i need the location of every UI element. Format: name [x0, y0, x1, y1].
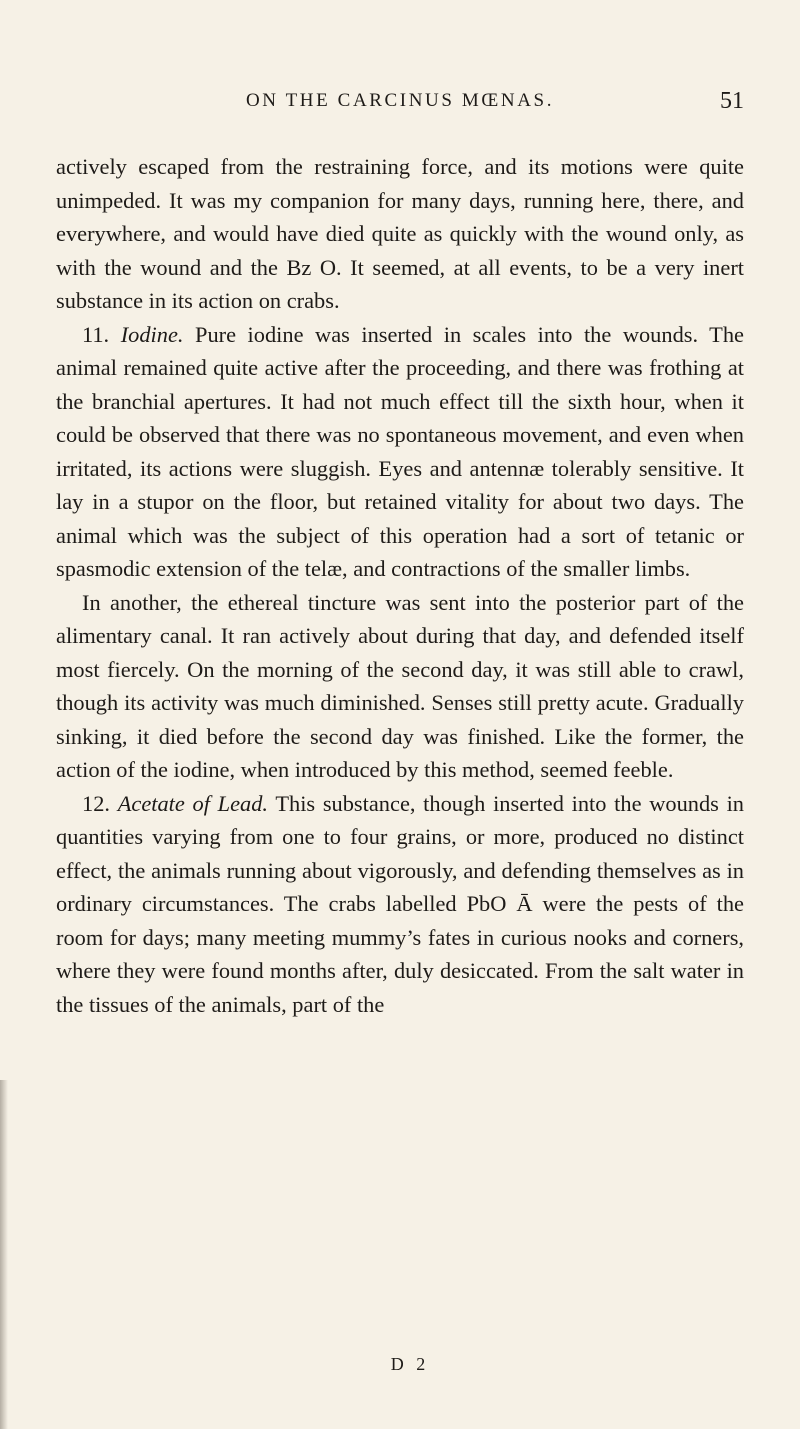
page-edge-shadow [0, 1080, 8, 1429]
section-text-iodine: Pure iodine was inserted in scales into the wounds. The animal remained quite active after the proceeding, and there was frothing at the branchial apertures. It had not much effect till the sixth hour, when it could be observed that there was no spontaneous movement, and even when irritated, its actions were sluggish. Eyes and antennæ tolerably sensitive. It lay in a stupor on the floor, but retained vitality for about two days. The animal which was the subject of this operation had a sort of tetanic or spasmodic extension of the telæ, and contractions of the smaller limbs. [56, 321, 744, 581]
section-heading-acetate-of-lead: Acetate of Lead. [117, 790, 269, 816]
paragraph-continuation: actively escaped from the restraining force, and its motions were quite unimpeded. It was my companion for many days, running here, there, and everywhere, and would have died quite as quickly with the wound only, as with the wound and the Bz O. It seemed, at all events, to be a very inert substance in its action on crabs. [56, 154, 744, 313]
page-number: 51 [720, 88, 744, 114]
text-body [56, 150, 744, 1021]
section-number-12: 12. [82, 790, 110, 816]
paragraph-ethereal-tincture: In another, the ethereal tincture was sent into the posterior part of the alimentary canal. It ran actively about during that day, and defended itself most fiercely. On the morning of the second day, it was still able to crawl, though its activity was much diminished. Senses still pretty acute. Gradually sinking, it died before the second day was finished. Like the former, the action of the iodine, when introduced by this method, seemed feeble. [56, 589, 744, 782]
paragraph-iodine [56, 318, 744, 586]
section-heading-iodine: Iodine. [120, 321, 184, 347]
running-head [56, 88, 744, 122]
paragraph-acetate-of-lead [56, 787, 744, 1022]
section-text-acetate-of-lead: This substance, though inserted into the wounds in quantities varying from one to four grains, or more, produced no distinct effect, the animals running about vigorously, and defending themselves as in ordinary circumstances. The crabs labelled PbO Ā were the pests of the room for days; many meeting mummy’s fates in curious nooks and corners, where they were found months after, duly desiccated. From the salt water in the tissues of the animals, part of the [56, 790, 744, 1017]
signature-mark: D 2 [390, 1354, 430, 1374]
running-title: ON THE CARCINUS MŒNAS. [245, 90, 555, 111]
section-number-11: 11. [82, 321, 110, 347]
